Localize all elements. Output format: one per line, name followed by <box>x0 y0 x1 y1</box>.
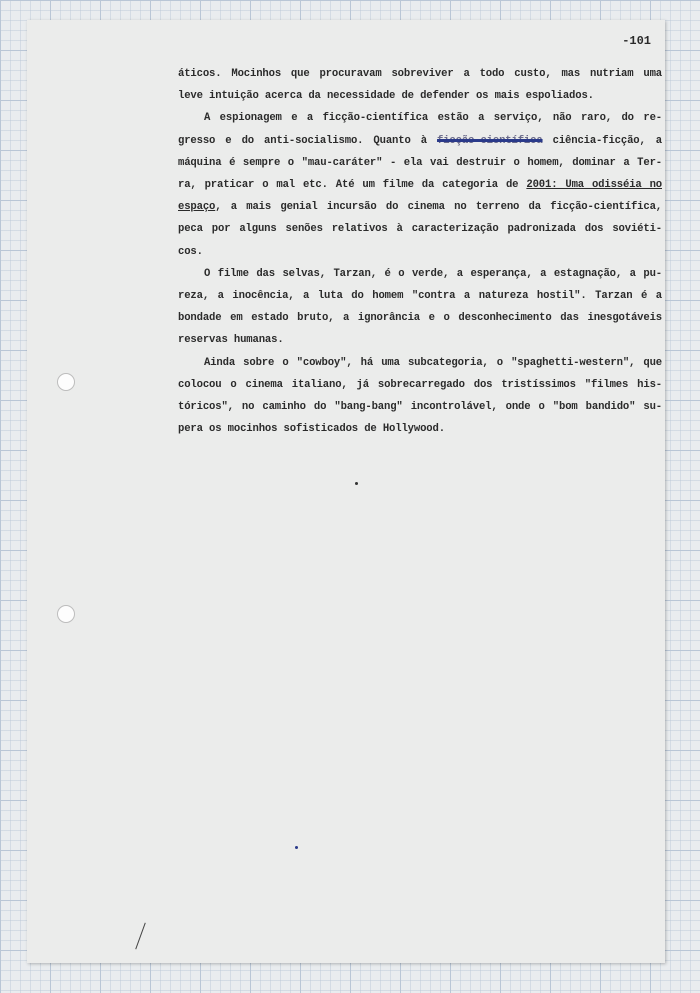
text-line: bondade em estado bruto, a ignorância e o desconhecimento das inesgotáveis <box>178 312 662 325</box>
text-line: A espionagem e a ficção-científica estão a serviço, não raro, do re- <box>204 112 662 125</box>
punch-hole-top <box>57 373 75 391</box>
paragraph-3 <box>178 263 662 352</box>
typewritten-page <box>27 20 665 963</box>
ink-dot <box>355 482 358 485</box>
text-line: máquina é sempre o "mau-caráter" - ela vai destruir o homem, dominar a Ter- <box>178 156 662 169</box>
text-segment: , a mais genial incursão do cinema no terreno da ficção-científica, <box>215 201 662 214</box>
ink-dot <box>295 846 298 849</box>
text-line <box>178 196 662 218</box>
text-segment: gresso e do anti-socialismo. Quanto à <box>178 134 438 147</box>
text-line: colocou o cinema italiano, já sobrecarregado dos tristíssimos "filmes his- <box>178 378 662 391</box>
body-text <box>178 63 662 440</box>
punch-hole-bottom <box>57 605 75 623</box>
text-line: O filme das selvas, Tarzan, é o verde, a esperança, a estagnação, a pu- <box>204 267 662 280</box>
page-number: -101 <box>622 34 651 48</box>
text-line: reza, a inocência, a luta do homem "contra a natureza hostil". Tarzan é a <box>178 290 662 303</box>
text-line: cos. <box>178 245 203 258</box>
text-line: peca por alguns senões relativos à caracterização padronizada dos soviéti- <box>178 223 662 236</box>
text-line: pera os mocinhos sofisticados de Hollywood. <box>178 423 445 436</box>
paragraph-1 <box>178 63 662 107</box>
underlined-film-title: 2001: Uma odisséia no <box>526 179 662 192</box>
paragraph-4 <box>178 352 662 441</box>
text-segment: ciência-ficção, a <box>542 134 662 147</box>
text-line <box>178 130 662 152</box>
text-line: reservas humanas. <box>178 334 284 347</box>
paragraph-2 <box>178 107 662 262</box>
text-line: Ainda sobre o "cowboy", há uma subcategoria, o "spaghetti-western", que <box>204 356 662 369</box>
pen-mark <box>135 923 146 950</box>
text-segment: ra, praticar o mal etc. Até um filme da categoria de <box>178 179 527 192</box>
text-line: tóricos", no caminho do "bang-bang" incontrolável, onde o "bom bandido" su- <box>178 401 662 414</box>
text-line: leve intuição acerca da necessidade de defender os mais espoliados. <box>178 90 594 103</box>
underlined-film-title: espaço <box>178 201 216 214</box>
text-line: áticos. Mocinhos que procuravam sobreviver a todo custo, mas nutriam uma <box>178 68 662 80</box>
struck-through-text: ficção-científica <box>437 134 543 147</box>
text-line <box>178 174 662 196</box>
